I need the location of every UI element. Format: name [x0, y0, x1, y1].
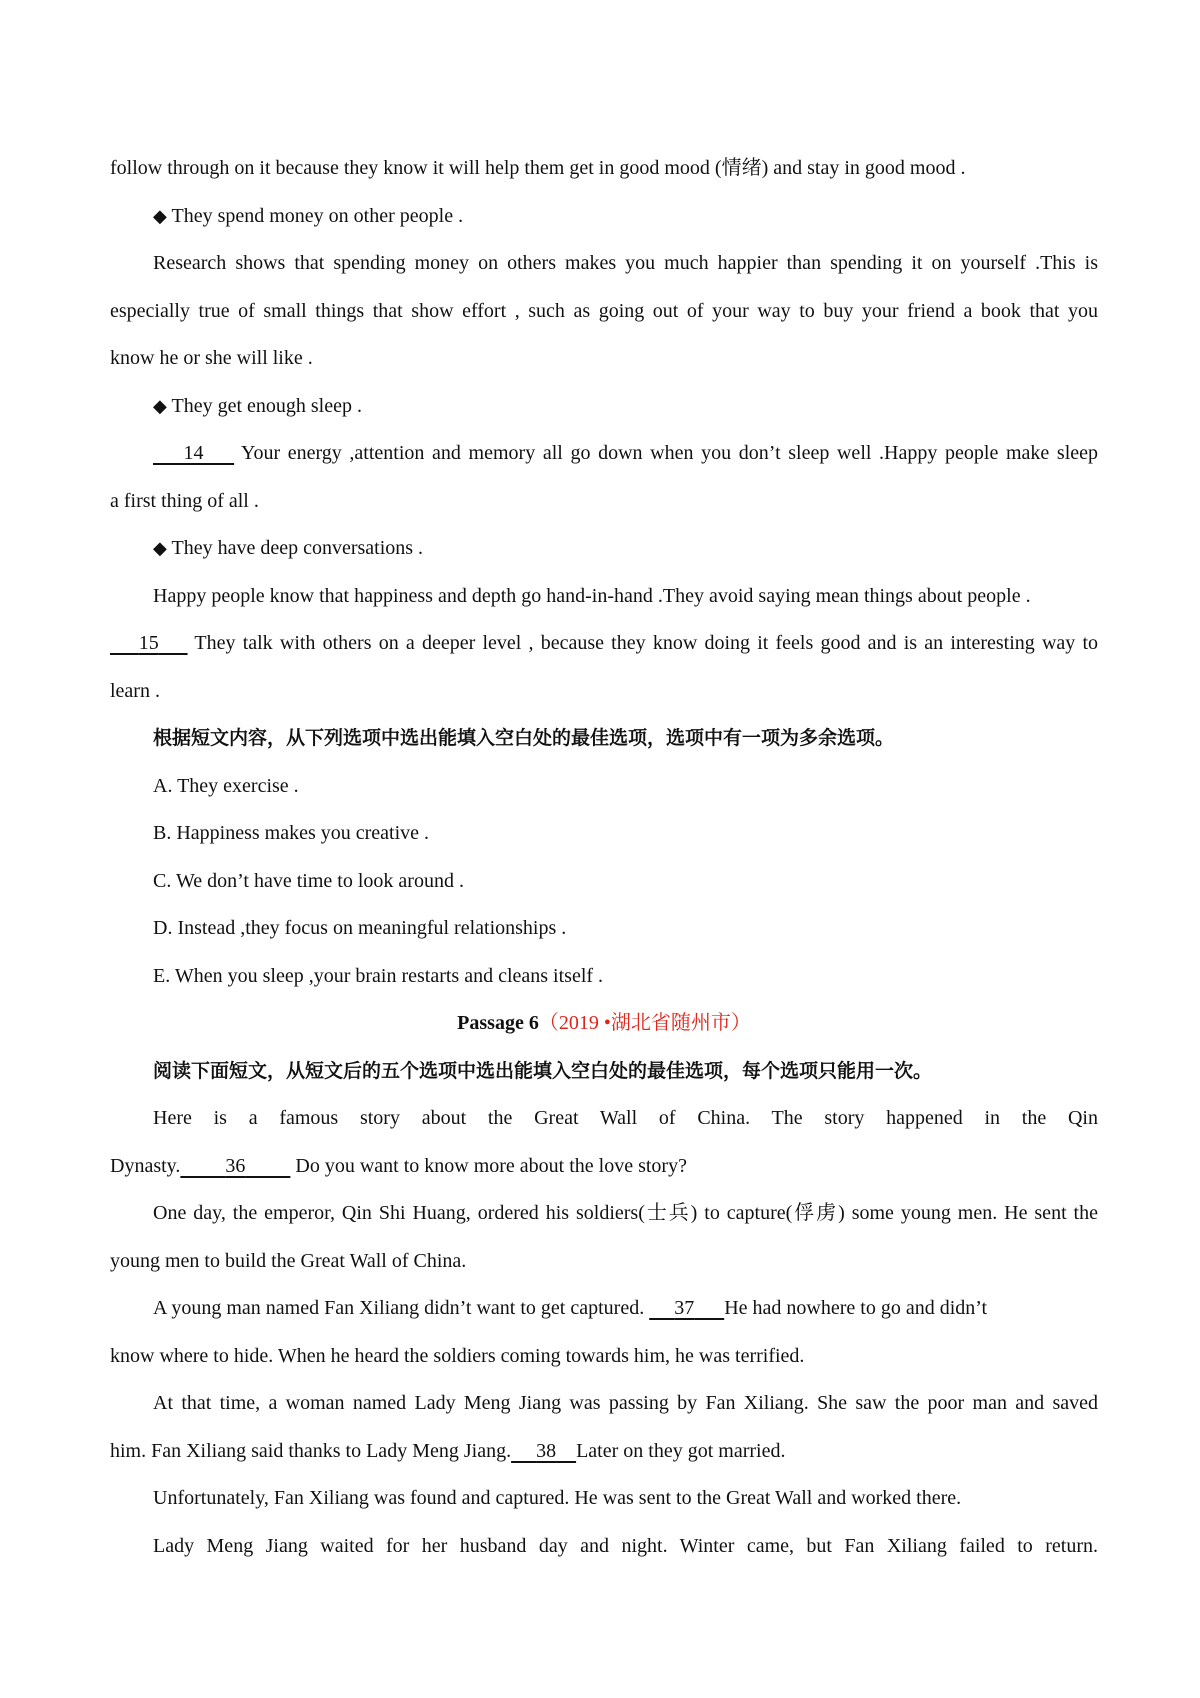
paragraph-line [110, 1143, 1098, 1191]
paragraph-line: know where to hide. When he heard the soldiers coming towards him, he was terrified. [110, 1344, 805, 1367]
answer-blank-15: 15 [138, 632, 159, 654]
option-a: A. They exercise . [153, 774, 299, 797]
instruction-text: 根据短文内容，从下列选项中选出能填入空白处的最佳选项，选项中有一项为多余选项。 [153, 727, 895, 749]
paragraph-line [110, 1285, 1098, 1333]
bullet-text: They have deep conversations . [171, 537, 424, 559]
paragraph-line: know he or she will like . [110, 347, 313, 369]
answer-blank-36: 36 [225, 1154, 246, 1177]
paragraph-text: Do you want to know more about the love story? [290, 1154, 687, 1177]
paragraph-line: At that time, a woman named Lady Meng Jiang was passing by Fan Xiliang. She saw the poor man and saved [153, 1392, 1098, 1414]
paragraph-line: Research shows that spending money on others makes you much happier than spending it on yourself .This is [153, 252, 1098, 274]
paragraph-line [110, 1428, 1098, 1476]
paragraph-text: Later on they got married. [576, 1439, 786, 1462]
bullet-heading [110, 525, 1098, 573]
paragraph-line: Unfortunately, Fan Xiliang was found and captured. He was sent to the Great Wall and worked there. [153, 1487, 962, 1509]
paragraph-line [110, 430, 1098, 478]
answer-blank-37: 37 [674, 1297, 695, 1319]
document-body [110, 145, 1098, 1570]
paragraph-line: especially true of small things that show effort , such as going out of your way to buy your friend a book that you [110, 299, 1098, 322]
paragraph-line: One day, the emperor, Qin Shi Huang, ordered his soldiers(士兵) to capture(俘虏) some young men. He sent the [153, 1202, 1098, 1224]
paragraph-text: him. Fan Xiliang said thanks to Lady Meng Jiang. [110, 1439, 512, 1462]
instruction-text: 阅读下面短文，从短文后的五个选项中选出能填入空白处的最佳选项，每个选项只能用一次。 [153, 1059, 933, 1082]
paragraph-line: young men to build the Great Wall of China. [110, 1249, 467, 1272]
paragraph-text: A young man named Fan Xiliang didn’t want to get captured. [153, 1297, 650, 1319]
paragraph-line: a first thing of all . [110, 489, 259, 512]
paragraph-text: Your energy ,attention and memory all go down when you don’t sleep well .Happy people make sleep [241, 442, 1099, 464]
paragraph-line: Here is a famous story about the Great Wall of China. The story happened in the Qin [153, 1107, 1098, 1129]
bullet-text: They get enough sleep . [171, 394, 362, 417]
option-e: E. When you sleep ,your brain restarts and cleans itself . [153, 964, 604, 987]
option-b: B. Happiness makes you creative . [153, 822, 430, 844]
option-d: D. Instead ,they focus on meaningful relationships . [153, 917, 567, 939]
answer-blank-38: 38 [536, 1439, 557, 1462]
bullet-text: They spend money on other people . [171, 204, 464, 227]
paragraph-line: learn . [110, 679, 160, 702]
paragraph-line: Lady Meng Jiang waited for her husband day and night. Winter came, but Fan Xiliang failed to return. [153, 1534, 1098, 1557]
paragraph-text: Dynasty. [110, 1154, 181, 1177]
option-c: C. We don’t have time to look around . [153, 869, 464, 892]
passage-heading [110, 1000, 1098, 1048]
bullet-heading [110, 193, 1098, 241]
paragraph-text: They talk with others on a deeper level , because they know doing it feels good and is an interesting way to [194, 632, 1099, 654]
diamond-bullet-icon: ◆ [153, 205, 167, 227]
diamond-bullet-icon: ◆ [153, 538, 167, 559]
passage-source: （2019 •湖北省随州市） [538, 1012, 751, 1034]
paragraph-text: He had nowhere to go and didn’t [724, 1297, 988, 1319]
paragraph-line: Happy people know that happiness and depth go hand-in-hand .They avoid saying mean things about people . [153, 584, 1031, 607]
answer-blank-14: 14 [183, 442, 204, 464]
passage-title: Passage 6 [457, 1012, 539, 1034]
paragraph-line: follow through on it because they know it will help them get in good mood (情绪) and stay in good mood . [110, 157, 966, 179]
diamond-bullet-icon: ◆ [153, 395, 167, 417]
bullet-heading [110, 383, 1098, 431]
paragraph-line [110, 620, 1098, 668]
